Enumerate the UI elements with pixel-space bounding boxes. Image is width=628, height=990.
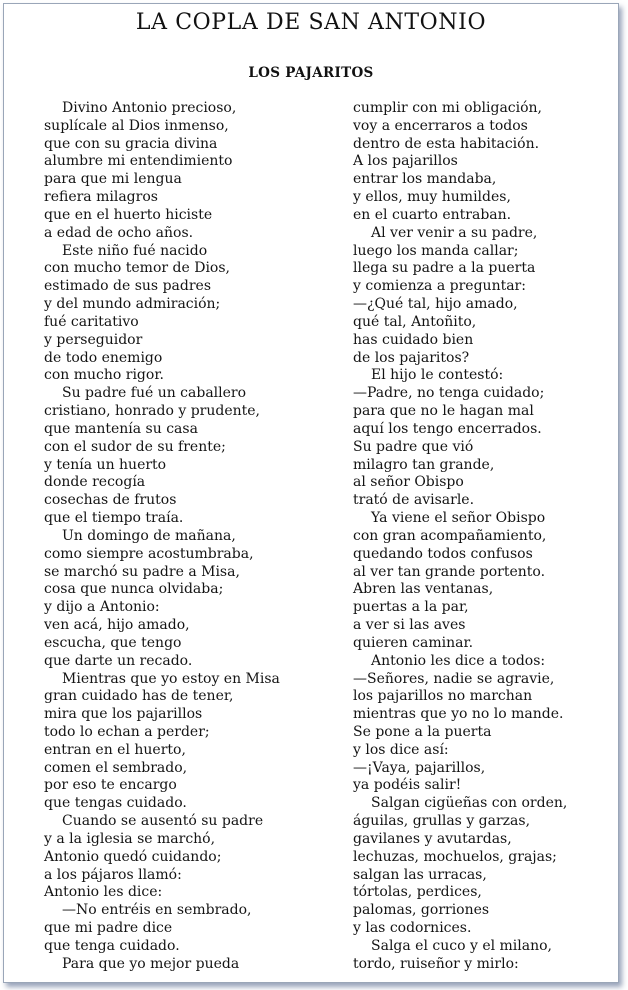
verse-line: Antonio les dice: [44, 884, 163, 901]
verse-line: escucha, que tengo [44, 634, 182, 651]
verse-line: que en el huerto hiciste [44, 206, 213, 223]
verse-line: cumplir con mi obligación, [353, 100, 542, 116]
verse-line: como siempre acostumbraba, [44, 545, 254, 562]
verse-line: palomas, gorriones [353, 902, 490, 919]
verse-line: ya podéis salir! [353, 777, 462, 794]
verse-line: —Padre, no tenga cuidado; [353, 385, 545, 402]
verse-line: Este niño fué nacido [62, 242, 208, 259]
verse-line: gavilanes y avutardas, [353, 830, 512, 847]
verse-line: Salgan cigüeñas con orden, [371, 795, 568, 812]
verse-line: a edad de ocho años. [44, 224, 194, 241]
verse-line: lechuzas, mochuelos, grajas; [353, 848, 557, 865]
verse-line: se marchó su padre a Misa, [44, 563, 240, 580]
verse-line: qué tal, Antoñito, [353, 313, 477, 330]
verse-line: para que no le hagan mal [353, 403, 534, 420]
verse-line: trató de avisarle. [353, 492, 475, 509]
verse-line: que el tiempo traía. [44, 510, 184, 527]
verse-line: y comienza a preguntar: [353, 278, 526, 295]
verse-line: Ya viene el señor Obispo [371, 510, 546, 527]
verse-line: —¡Vaya, pajarillos, [353, 759, 486, 776]
verse-line: con gran acompañamiento, [353, 527, 547, 544]
verse-line: que tengas cuidado. [44, 795, 187, 812]
verse-line: alumbre mi entendimiento [44, 153, 233, 170]
verse-line: Salga el cuco y el milano, [371, 937, 553, 954]
verse-line: y dijo a Antonio: [44, 599, 160, 616]
verse-line: Antonio quedó cuidando; [44, 848, 222, 865]
verse-line: con mucho temor de Dios, [44, 260, 230, 277]
verse-line: Su padre que vió [353, 438, 474, 455]
verse-line: que con su gracia divina [44, 135, 218, 152]
verse-line: y los dice así: [353, 741, 449, 758]
verse-line: aquí los tengo encerrados. [353, 420, 542, 437]
verse-line: y perseguidor [44, 331, 143, 348]
verse-line: fué caritativo [44, 313, 139, 330]
verse-line: al ver tan grande portento. [353, 563, 546, 580]
verse-line: y ellos, muy humildes, [353, 189, 511, 206]
verse-line: cosa que nunca olvidaba; [44, 581, 224, 598]
verse-line: Antonio les dice a todos: [371, 652, 546, 669]
verse-line: donde recogía [44, 474, 146, 491]
verse-line: comen el sembrado, [44, 759, 188, 776]
verse-line: suplícale al Dios inmenso, [44, 117, 229, 134]
verse-line: con mucho rigor. [44, 367, 164, 384]
verse-line: Divino Antonio precioso, [62, 100, 237, 116]
verse-line: cosechas de frutos [44, 492, 177, 509]
verse-line: los pajarillos no marchan [353, 688, 533, 705]
verse-line: que tenga cuidado. [44, 937, 180, 954]
verse-line: de todo enemigo [44, 349, 163, 366]
verse-line: tordo, ruiseñor y mirlo: [353, 955, 519, 972]
left-column [44, 100, 330, 974]
verse-line: con el sudor de su frente; [44, 438, 226, 455]
verse-line: por eso te encargo [44, 777, 177, 794]
verse-line: Mientras que yo estoy en Misa [62, 670, 280, 687]
verse-line: de los pajaritos? [353, 349, 470, 366]
verse-line: Abren las ventanas, [353, 581, 494, 598]
verse-line: y las codornices. [353, 920, 472, 937]
verse-line: tórtolas, perdices, [353, 884, 482, 901]
verse-line: a los pájaros llamó: [44, 866, 182, 883]
verse-line: a ver si las aves [353, 617, 466, 634]
verse-line: luego los manda callar; [353, 242, 519, 259]
verse-line: todo lo echan a perder; [44, 723, 210, 740]
verse-line: Al ver venir a su padre, [371, 224, 538, 241]
verse-line: gran cuidado has de tener, [44, 688, 234, 705]
verse-line: voy a encerraros a todos [353, 117, 528, 134]
verse-line: cristiano, honrado y prudente, [44, 403, 260, 420]
verse-line: al señor Obispo [353, 474, 464, 491]
verse-line: —No entréis en sembrado, [62, 902, 252, 919]
verse-line: llega su padre a la puerta [353, 260, 536, 277]
verse-line: que darte un recado. [44, 652, 193, 669]
verse-line: mientras que yo no lo mande. [353, 706, 564, 723]
verse-line: A los pajarillos [353, 153, 458, 170]
verse-line: puertas a la par, [353, 599, 469, 616]
verse-line: salgan las urracas, [353, 866, 487, 883]
verse-line: quedando todos confusos [353, 545, 533, 562]
verse-line: Su padre fué un caballero [62, 385, 247, 402]
verse-line: en el cuarto entraban. [353, 206, 512, 223]
verse-line: Cuando se ausentó su padre [62, 813, 264, 830]
verse-line: mira que los pajarillos [44, 706, 203, 723]
verse-line: refiera milagros [44, 189, 158, 206]
right-column [353, 100, 615, 974]
verse-line: —Señores, nadie se agravie, [353, 670, 555, 687]
verse-line: para que mi lengua [44, 171, 182, 188]
verse-line: has cuidado bien [353, 331, 474, 348]
verse-line: entrar los mandaba, [353, 171, 497, 188]
verse-line: estimado de sus padres [44, 278, 212, 295]
verse-line: ven acá, hijo amado, [44, 617, 190, 634]
verse-line: milagro tan grande, [353, 456, 495, 473]
verse-line: entran en el huerto, [44, 741, 186, 758]
verse-line: y tenía un huerto [44, 456, 167, 473]
verse-line: y a la iglesia se marchó, [44, 830, 216, 847]
section-subtitle: LOS PAJARITOS [248, 65, 374, 81]
verse-line: quieren caminar. [353, 634, 474, 651]
verse-line: que mi padre dice [44, 920, 173, 937]
verse-line: Se pone a la puerta [353, 723, 492, 740]
verse-line: Para que yo mejor pueda [62, 955, 240, 972]
verse-line: Un domingo de mañana, [62, 527, 236, 544]
verse-line: y del mundo admiración; [44, 296, 221, 313]
document-page [3, 3, 619, 983]
verse-line: dentro de esta habitación. [353, 135, 540, 152]
verse-line: —¿Qué tal, hijo amado, [353, 296, 518, 313]
verse-line: águilas, grullas y garzas, [353, 813, 531, 830]
verse-line: El hijo le contestó: [371, 367, 504, 384]
page-title: LA COPLA DE SAN ANTONIO [135, 10, 487, 35]
verse-line: que mantenía su casa [44, 420, 198, 437]
